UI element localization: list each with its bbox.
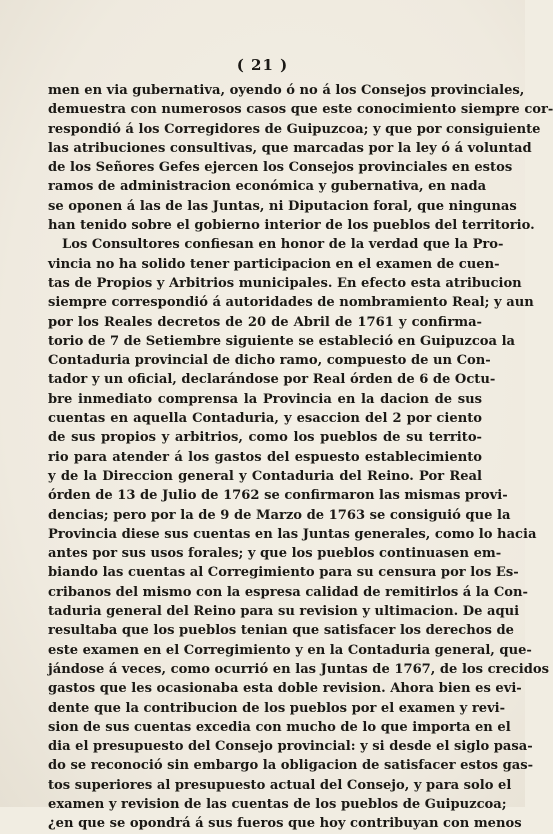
text-line: siempre correspondió á autoridades de nombramiento Real; y aun — [48, 295, 534, 311]
text-line: tas de Propios y Arbitrios municipales. En efecto esta atribucion — [48, 275, 522, 291]
text-line: do se reconoció sin embargo la obligacion de satisfacer estos gas- — [48, 758, 534, 774]
text-line: ramos de administracion económica y gubernativa, en nada — [48, 179, 487, 195]
text-line: este examen en el Corregimiento y en la Contaduria general, que- — [48, 642, 532, 658]
text-line: sion de sus cuentas excedia con mucho de lo que importa en el — [48, 719, 511, 735]
text-line: se oponen á las de las Juntas, ni Diputacion foral, que ningunas — [48, 198, 517, 214]
paragraph — [48, 81, 553, 235]
text-line: de los Señores Gefes ejercen los Consejos provinciales en estos — [48, 160, 513, 176]
text-line: torio de 7 de Setiembre siguiente se estableció en Guipuzcoa la — [48, 333, 516, 349]
text-line: Contaduria provincial de dicho ramo, compuesto de un Con- — [48, 353, 491, 369]
text-line: órden de 13 de Julio de 1762 se confirmaron las mismas provi- — [48, 488, 508, 504]
text-line: dencias; pero por la de 9 de Marzo de 1763 se consiguió que la — [48, 507, 511, 523]
text-line: por los Reales decretos de 20 de Abril de 1761 y confirma- — [48, 314, 482, 330]
text-line: ¿en que se opondrá á sus fueros que hoy contribuyan con menos — [48, 816, 522, 832]
page-number: ( 21 ) — [236, 56, 289, 74]
text-line: taduria general del Reino para su revision y ultimacion. De aqui — [48, 604, 520, 620]
text-line: antes por sus usos forales; y que los pueblos continuasen em- — [48, 546, 502, 562]
paragraph — [48, 235, 549, 833]
text-line: las atribuciones consultivas, que marcadas por la ley ó á voluntad — [48, 140, 532, 156]
text-line: rio para atender á los gastos del espuesto establecimiento — [48, 449, 482, 465]
body-text — [48, 81, 553, 834]
text-line: men en via gubernativa, oyendo ó no á los Consejos provinciales, — [48, 83, 525, 98]
text-line: de sus propios y arbitrios, como los pueblos de su territo- — [48, 430, 482, 446]
text-line: gastos que les ocasionaba esta doble revision. Ahora bien es evi- — [48, 681, 522, 697]
text-line: dente que la contribucion de los pueblos por el examen y revi- — [48, 700, 506, 716]
text-line: han tenido sobre el gobierno interior de los pueblos del territorio. — [48, 218, 535, 234]
text-line: resultaba que los pueblos tenian que satisfacer los derechos de — [48, 623, 514, 639]
text-line: tador y un oficial, declarándose por Real órden de 6 de Octu- — [48, 372, 496, 388]
text-line: Provincia diese sus cuentas en las Juntas generales, como lo hacia — [48, 526, 537, 542]
text-line: y de la Direccion general y Contaduria del Reino. Por Real — [48, 468, 482, 484]
text-line: vincia no ha solido tener participacion en el examen de cuen- — [48, 256, 500, 272]
text-line: cuentas en aquella Contaduria, y esaccion del 2 por ciento — [48, 411, 482, 427]
text-line: jándose á veces, como ocurrió en las Juntas de 1767, de los crecidos — [48, 661, 549, 677]
text-line: tos superiores al presupuesto actual del Consejo, y para solo el — [48, 777, 512, 793]
text-line: dia el presupuesto del Consejo provincial: y si desde el siglo pasa- — [48, 739, 533, 755]
text-line: respondió á los Corregidores de Guipuzcoa; y que por consiguiente — [48, 121, 541, 137]
text-line: biando las cuentas al Corregimiento para su censura por los Es- — [48, 565, 519, 581]
text-line: Los Consultores confiesan en honor de la verdad que la Pro- — [62, 237, 504, 253]
text-line: cribanos del mismo con la espresa calidad de remitirlos á la Con- — [48, 584, 528, 600]
text-line: demuestra con numerosos casos que este conocimiento siempre cor- — [48, 102, 553, 118]
text-line: examen y revision de las cuentas de los pueblos de Guipuzcoa; — [48, 796, 507, 812]
text-line: bre inmediato comprensa la Provincia en la dacion de sus — [48, 391, 482, 407]
